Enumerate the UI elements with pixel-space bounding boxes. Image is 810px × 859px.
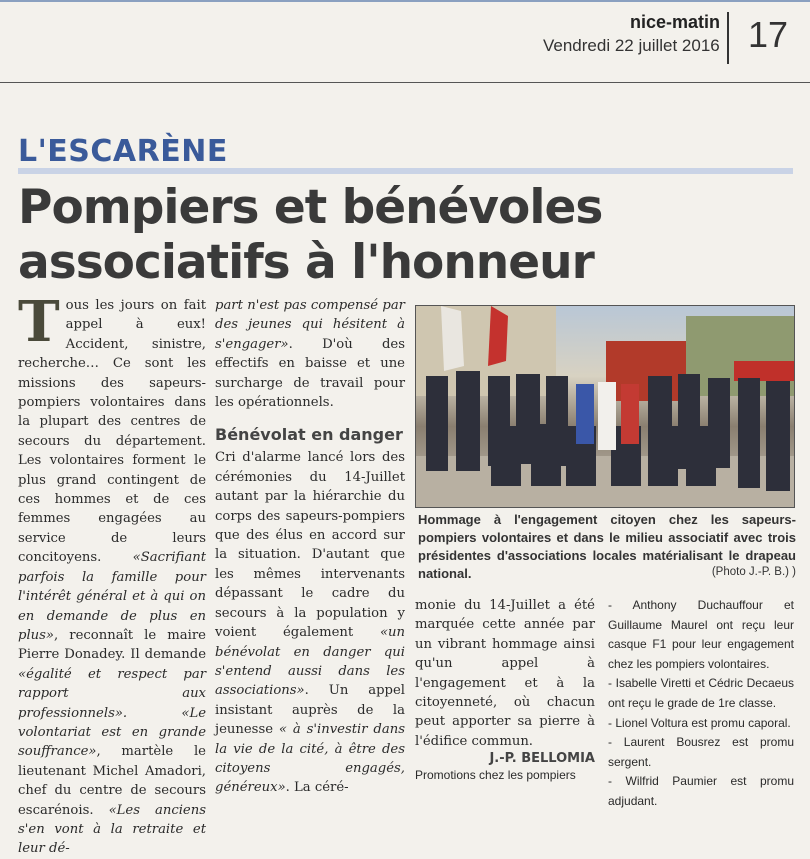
quote: «Sacrifiant parfois la famille pour l'intérêt général et à qui on en demande de plus en plus»	[18, 550, 206, 643]
article-column-2	[215, 296, 405, 798]
promotions-list	[608, 596, 794, 812]
photo-caption	[418, 511, 796, 583]
body-text: monie du 14-Juillet a été marquée cette année par un vibrant hommage ainsi qu'un appel à l'engagement et à la citoyenneté, où chacun peut apporter sa pierre à l'édifice commun.	[415, 598, 595, 749]
quote: «un bénévolat en danger qui s'entend aussi dans les associations»	[215, 625, 405, 699]
drop-cap: T	[18, 289, 60, 355]
body-text: , reconnaît le maire Pierre Donadey. Il demande	[18, 627, 206, 663]
promotion-item: - Lionel Voltura est promu caporal.	[608, 715, 791, 730]
article-photo	[415, 305, 795, 508]
body-text: , martèle le lieutenant Michel Amadori, chef du centre de secours escarénois.	[18, 744, 206, 818]
section-title: L'ESCARÈNE	[18, 134, 228, 169]
body-text: . D'où des effectifs en baisse et une surcharge de travail pour les opérationnels.	[215, 336, 405, 411]
promotion-item: - Anthony Duchauffour et Guillaume Maurel ont reçu leur casque F1 pour leur engagement chez les pompiers volontaires.	[608, 598, 794, 671]
article-column-1	[18, 289, 206, 859]
caption-text: Hommage à l'engagement citoyen chez les sapeurs-pompiers volontaires et dans le milieu associatif avec trois présidentes d'associations locales matérialisant le drapeau national.	[418, 512, 796, 581]
promotion-item: - Laurent Bousrez est promu sergent.	[608, 735, 794, 769]
photo-illustration	[416, 306, 795, 508]
headline: Pompiers et bénévoles associatifs à l'honneur	[18, 180, 603, 290]
promotion-item: - Isabelle Viretti et Cédric Decaeus ont reçu le grade de 1re classe.	[608, 676, 794, 710]
quote: «égalité et respect par rapport aux professionnels». «Le volontariat est en grande souffrance»	[18, 666, 206, 760]
newspaper-name: nice-matin	[630, 12, 721, 32]
photo-credit: (Photo J.-P. B.) )	[711, 566, 796, 578]
body-text: . Un appel insistant auprès de la jeunesse	[215, 683, 405, 738]
quote: «Les anciens s'en vont à la retraite et leur dé-	[18, 802, 206, 857]
page-number: 17	[748, 14, 789, 55]
article-column-3	[415, 596, 595, 782]
body-text: . La céré-	[285, 780, 349, 796]
header-divider	[727, 12, 729, 64]
header-rule	[0, 82, 810, 83]
top-rule	[0, 0, 810, 2]
subheading: Bénévolat en danger	[215, 425, 403, 445]
author-signature: J.-P. BELLOMIA	[489, 751, 595, 767]
issue-date: Vendredi 22 juillet 2016	[543, 36, 720, 55]
quote: « à s'investir dans la vie de la cité, à être des citoyens engagés, généreux»	[215, 722, 405, 796]
promotion-item: - Wilfrid Paumier est promu adjudant.	[608, 774, 794, 808]
body-text: ous les jours on fait appel à eux! Accident, sinistre, recherche… Ce sont les missions des sapeurs-pompiers volontaires dans la plupart des centres de secours du département. Les volontaires forment le plus grand contingent de ces hommes et de ces femmes engagées au service de leurs concitoyens.	[18, 298, 206, 566]
quote: part n'est pas compensé par des jeunes qui hésitent à s'engager»	[215, 298, 405, 352]
body-text: Cri d'alarme lancé lors des cérémonies du 14-Juillet autant par la hiérarchie du corps des sapeurs-pompiers que des élus en accord sur la situation. D'autant que les mêmes intervenants dépassant le cadre du secours à la population y voient également	[215, 450, 405, 641]
box-title: Promotions chez les pompiers	[415, 768, 576, 783]
